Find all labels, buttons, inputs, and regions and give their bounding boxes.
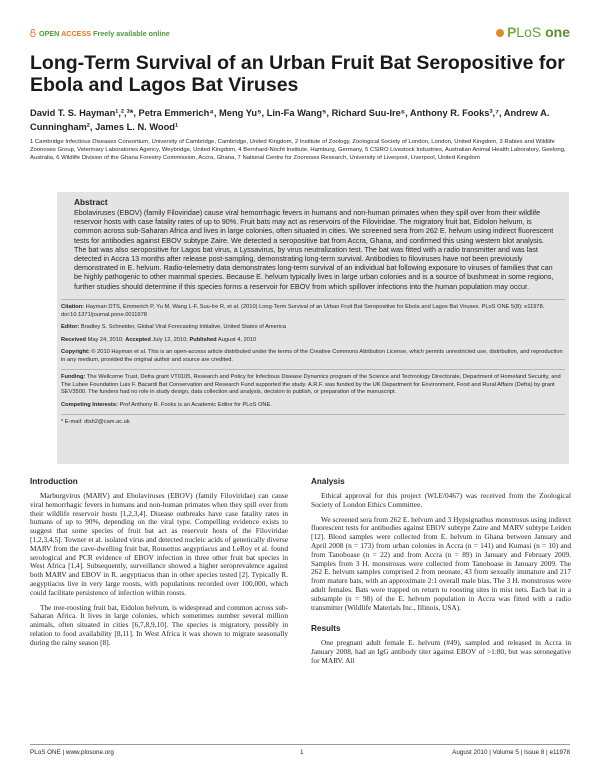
accepted-date: July 12, 2010; [152, 336, 188, 343]
article-metadata [61, 299, 565, 432]
access-label: ACCESS [61, 29, 92, 38]
footer-issue: August 2010 | Volume 5 | Issue 8 | e11978 [452, 749, 570, 756]
results-heading: Results [311, 624, 341, 634]
received-label: Received [61, 336, 86, 343]
citation [61, 304, 565, 319]
introduction-paragraph: Marburgvirus (MARV) and Ebolaviruses (EBOV) (family Filoviridae) can cause viral hemorrhagic fevers in humans and non-human primates when they spill over from their wildlife reservoir hosts [1,2,3,4]. Disease outbreaks have case fatality rates in humans of up to 90%, depending on the viral type. Compelling evidence exists to suggest that some species of fruit bat act as reservoir hosts of the Filoviridae [1,2,3,4,5]. Towner et al. isolated virus and detected nucleic acids of genetically diverse MARV from the cave-dwelling fruit bat, Rousettus aegyptiacus and LeRoy et al. found serological and PCR evidence of EBOV infection in three other fruit bat species in West Africa [1,4]. Subsequently, surveillance showed a higher seroprevalence against both MARV and EBOV in R. aegyptiacus than in other species tested [2]. Typically R. aegyptiacus live in very large roosts, with populations recorded over 100,000, which could facilitate persistence of infection within roosts. [30, 491, 288, 597]
page-number: 1 [300, 749, 304, 756]
page-footer [30, 749, 570, 761]
competing-text: Prof Anthony R. Fooks is an Academic Editor for PLoS ONE. [119, 401, 272, 408]
competing-interests [61, 402, 565, 410]
funding [61, 374, 565, 397]
analysis-heading: Analysis [311, 477, 345, 486]
journal-header [30, 24, 570, 44]
copyright-text: © 2010 Hayman et al. This is an open-access article distributed under the terms of the Creative Commons Attribution License, which permits unrestricted use, distribution, and reproduction in any medium, provided the original author and source are credited. [61, 349, 563, 363]
logo-one: one [545, 24, 570, 40]
article-title: Long-Term Survival of an Urban Fruit Bat Seropositive for Ebola and Lagos Bat Viruses [30, 52, 565, 96]
logo-dot-icon [496, 29, 504, 37]
analysis-paragraph: Ethical approval for this project (WLE/0467) was received from the Zoological Society of London Ethics Committee. [311, 491, 571, 509]
citation-label: Citation: [61, 304, 85, 310]
left-column [30, 477, 288, 648]
right-column [311, 477, 571, 666]
results-paragraph: One pregnant adult female E. helvum (#49), sampled and released in Accra in January 2008, had an IgG antibody titer against EBOV of >1:80, but was seronegative for MARV. All [311, 638, 571, 665]
divider [61, 369, 565, 370]
divider [61, 414, 565, 415]
editor-text: Bradley S. Schneider, Global Viral Forecasting Initiative, United States of America [80, 324, 286, 330]
footer-divider [30, 744, 570, 745]
competing-label: Competing Interests: [61, 401, 118, 408]
open-lock-icon [30, 29, 36, 37]
freely-available-label: Freely available online [93, 29, 170, 38]
funding-text: The Wellcome Trust, Defra grant VT0105, Research and Policy for Infectious Disease Dynamics program of the Science and Technology Directorate, Department of Homeland Security, and The Lubee Foundation Luis F. Bacardi Bat Conservation and Research Fund supported the study. A.R.F. was funded by the UK Department for Environment, Food and Rural Affairs (Defra) by grant SEV3500. The funders had no role in study design, data collection and analysis, decision to publish, or preparation of the manuscript. [61, 374, 561, 395]
citation-text: Hayman DTS, Emmerich P, Yu M, Wang L-F, Suu-Ire R, et al. (2010) Long-Term Survival of an Urban Fruit Bat Seropositive for Ebola and Lagos Bat Viruses. PLoS ONE 5(8): e11978. doi:10.1371/journal.pone.0011978 [61, 304, 545, 318]
dates [61, 337, 565, 345]
published-label: Published [189, 336, 217, 343]
received-date: May 24, 2010; [87, 336, 124, 343]
logo-los: LoS [516, 24, 542, 40]
editor-label: Editor: [61, 324, 80, 330]
footer-journal: PLoS ONE | www.plosone.org [30, 749, 114, 756]
author-list: David T. S. Hayman¹,²,³*, Petra Emmerich⁴, Meng Yu⁵, Lin-Fa Wang⁵, Richard Suu-Ire⁶, Anthony R. Fooks³,⁷, Andrew A. Cunningham², James L. N. Wood¹ [30, 108, 550, 132]
open-label: OPEN [39, 29, 60, 38]
abstract-text: Ebolaviruses (EBOV) (family Filoviridae) cause viral hemorrhagic fevers in humans and non-human primates when they spill over from their wildlife reservoir hosts with case fatality rates of up to 90%. Fruit bats may act as reservoirs of the Filoviridae. The migratory fruit bat, Eidolon helvum, is common across sub-Saharan Africa and lives in large colonies, often situated in cities. We screened sera from 262 E. helvum using indirect fluorescent tests for antibodies against EBOV subtype Zaire. We detected a seropositive bat from Accra, Ghana, and confirmed this using western blot analysis. The bat was also seropositive for Lagos bat virus, a Lyssavirus, by virus neutralization test. The bat was fitted with a radio transmitter and was last detected in Accra 13 months after release post-sampling, demonstrating long-term survival. Antibodies to filoviruses have not been previously demonstrated in E. helvum. Radio-telemetry data demonstrates long-term survival of an individual bat following exposure to viruses of families that can be highly pathogenic to other mammal species. Because E. helvum typically lives in large urban colonies and is a source of bushmeat in some regions, further studies should determine if this species forms a reservoir for EBOV from which spillover infections into the human population may occur. [74, 208, 554, 291]
affiliations: 1 Cambridge Infectious Diseases Consortium, University of Cambridge, Cambridge, United Kingdom, 2 Institute of Zoology, Zoological Society of London, London, United Kingdom, 3 Rabies and Wildlife Zoonoses Group, Veterinary Laboratories Agency, Weybridge, United Kingdom, 4 Bernhard-Nocht Institute, Hamburg, Germany, 5 CSIRO Livestock Industries, Australian Animal Health Laboratory, Geelong, Australia, 6 Wildlife Division of the Ghana Forestry Commission, Accra, Ghana, 7 National Centre for Zoonoses Research, University of Liverpool, Liverpool, United Kingdom [30, 139, 566, 162]
divider [61, 299, 565, 300]
introduction-heading: Introduction [30, 477, 78, 486]
analysis-paragraph: We screened sera from 262 E. helvum and 3 Hypsignathus monstrosus using indirect fluorescent tests for antibodies against EBOV subtype Zaire and MARV subtype Leiden [12]. Blood samples were collected from E. helvum in Ghana between January and April 2008 (n = 173) from urban colonies in Accra (n = 141) and Kumasi (n = 10) and from Tanoboase (n = 22) and from Accra (n = 89) in January and February 2009. Samples from 3 H. monstrosus were collected from Tanoboase in January 2009. The 262 E. helvum samples comprised 2 from neonate, 43 from sexually immature and 217 from mature bats, with an approximate 2:1 overall male bias. The 3 H. monstrosus were adult females. Bats were trapped on return to roosting sites in mist nets. Each bat in a subsample (n = 98) of the E. helvum population in Accra was fitted with a radio transmitter (Wildlife Materials Inc., Illinois, USA). [311, 514, 571, 612]
accepted-label: Accepted [125, 336, 151, 343]
plos-one-logo [496, 24, 570, 40]
copyright-label: Copyright: [61, 349, 90, 355]
copyright [61, 349, 565, 364]
open-access-banner [30, 29, 170, 38]
editor [61, 324, 565, 332]
funding-label: Funding: [61, 374, 86, 380]
email: * E-mail: dtsh2@cam.ac.uk [61, 419, 130, 425]
introduction-paragraph: The tree-roosting fruit bat, Eidolon helvum, is widespread and common across sub-Saharan Africa. It lives in large colonies, which sometimes number several million animals, often situated in cities [6,7,8,9,10]. The species is migratory, possibly in relation to food availability [8,11]. In West Africa it was shown to migrate seasonally during the rainy season [8]. [30, 602, 288, 647]
logo-p: P [506, 24, 517, 40]
published-date: August 4, 2010 [217, 336, 257, 343]
abstract-heading: Abstract [74, 197, 108, 207]
